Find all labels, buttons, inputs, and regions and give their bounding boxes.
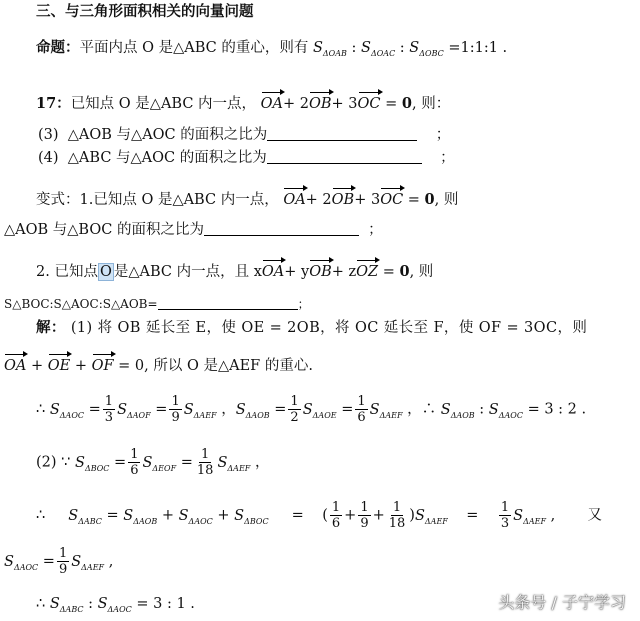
area-equations-3: ∴ $S_{\Delta ABC} = S_{\Delta AOB} + S_{\Delta AOC} + S_{\Delta BOC}$ = ( $\frac{1}{6}$ + $\frac{1}{9}$ + $\frac{1}{18}$ )$S_{\Delta AEF}$ = $\frac{1}{3}$ $S_{\Delta AEF}$ , 又 xyxy=(36,500,603,531)
eq-term: + 2 xyxy=(283,96,309,112)
vector-oe: OE xyxy=(48,352,70,376)
variant-text: 是△ABC 内一点，且 x xyxy=(113,264,262,280)
vector-oa: OA xyxy=(4,352,26,376)
proposition: 命题：平面内点 O 是△ABC 的重心，则有 $S_{\Delta OAB}$ : $S_{\Delta OAC}$ : $S_{\Delta OBC}$ =1:1:1 . xyxy=(36,39,508,58)
solution-label: 解： xyxy=(36,319,66,336)
solution-line-2: OA + OE + OF = 0, 所以 O 是△AEF 的重心. xyxy=(4,352,313,376)
vector-oa: OA xyxy=(262,258,284,282)
eq-term: + 3 xyxy=(331,96,358,112)
ratio-text: S△BOC:S△AOC:S△AOB= xyxy=(4,297,158,311)
question-end: ； xyxy=(435,127,451,143)
ratio-result: = 3 : 1 . xyxy=(136,596,195,612)
problem-stem: 已知点 O 是△ABC 内一点， xyxy=(70,96,257,112)
eq-term: + z xyxy=(331,264,357,280)
area-equations-5: ∴ $S_{\Delta ABC}$ : $S_{\Delta AOC} = 3$ : 1 . xyxy=(36,596,195,614)
therefore-symbol: ∴ xyxy=(421,401,437,418)
question-end: ； xyxy=(368,222,383,238)
variant-text: 2. 已知点 xyxy=(36,264,98,280)
variant-text: 变式：1.已知点 O 是△ABC 内一点， xyxy=(36,192,279,208)
section-title: 三、与三角形面积相关的向量问题 xyxy=(36,3,254,20)
therefore-symbol: ∴ xyxy=(36,401,46,418)
question-3 xyxy=(38,125,450,145)
vector-oz: OZ xyxy=(356,258,378,282)
eq-sign: = xyxy=(378,264,400,280)
proposition-label: 命题： xyxy=(36,39,80,56)
question-text: △AOB 与△AOC 的面积之比为 xyxy=(67,127,268,143)
ratio-result: = 3 : 2 . xyxy=(527,401,587,418)
proposition-ratio: =1:1:1 . xyxy=(448,40,508,56)
question-end: ； xyxy=(297,297,310,311)
part-label: (2) xyxy=(36,454,57,471)
area-equations-1: ∴ $S_{\Delta AOC}$ = $\frac{1}{3}$ $S_{\Delta AOF}$ = $\frac{1}{9}$ $S_{\Delta AEF}$ ，$S_{\Delta AOB}$ = $\frac{1}{2}$ $S_{\Delta AOE}$ = $\frac{1}{6}$ $S_{\Delta AEF}$ ，∴ $S_{\Delta AOB}$ : $S_{\Delta AOC} = 3$ : 2 . xyxy=(36,394,587,425)
vector-of: OF xyxy=(92,352,114,376)
answer-blank[interactable] xyxy=(267,126,417,141)
vector-ob: OB xyxy=(309,90,332,114)
eq-tail: , 则： xyxy=(411,96,451,112)
solution-line-1 xyxy=(36,318,587,338)
variant-1-stem xyxy=(36,186,458,210)
vector-oc: OC xyxy=(358,90,381,114)
answer-blank[interactable] xyxy=(204,221,359,236)
eq-term: + y xyxy=(284,264,310,280)
area-obc: $S_{\Delta OBC}$ xyxy=(409,40,444,58)
question-4 xyxy=(38,148,455,168)
area-equations-4: $S_{\Delta AOC}$ = $\frac{1}{9}$ $S_{\Delta AEF}$ , xyxy=(4,546,114,577)
watermark: 头条号 / 子宁学习 xyxy=(498,593,626,612)
vector-oc: OC xyxy=(380,186,403,210)
also-text: 又 xyxy=(587,507,603,524)
therefore-symbol: ∴ xyxy=(36,596,46,612)
highlighted-point-o: O xyxy=(99,264,112,280)
question-end: ； xyxy=(440,150,455,166)
solution-text: = 0, 所以 O 是△AEF 的重心. xyxy=(118,358,313,374)
vector-oa: OA xyxy=(261,90,283,114)
proposition-text: 平面内点 O 是△ABC 的重心，则有 xyxy=(79,40,313,56)
answer-blank[interactable] xyxy=(158,295,298,310)
zero-vector: 0 xyxy=(401,95,412,112)
solution-text: (1) 将 OB 延长至 E，使 OE = 2OB，将 OC 延长至 F，使 OF = 3OC，则 xyxy=(70,320,588,336)
problem-17-stem xyxy=(36,90,450,114)
question-label: (3) xyxy=(38,127,59,143)
eq-term: + 3 xyxy=(354,192,381,208)
vector-oa: OA xyxy=(283,186,305,210)
zero-vector: 0 xyxy=(424,191,435,208)
vector-ob: OB xyxy=(309,258,332,282)
eq-tail: , 则 xyxy=(409,264,434,280)
variant-1-question xyxy=(4,220,383,240)
variant-2-stem xyxy=(36,258,433,282)
variant-2-question xyxy=(4,294,310,314)
eq-tail: , 则 xyxy=(434,192,459,208)
because-symbol: ∵ xyxy=(61,454,71,471)
eq-term: + 2 xyxy=(305,192,332,208)
question-text: △ABC 与△AOC 的面积之比为 xyxy=(67,150,267,166)
question-label: (4) xyxy=(38,150,59,166)
eq-sign: = xyxy=(385,96,402,112)
area-equations-2: (2) ∵ $S_{\Delta BOC}$ = $\frac{1}{6}$ $S_{\Delta EOF}$ = $\frac{1}{18}$ $S_{\Delta AEF}$ ， xyxy=(36,447,270,478)
vector-ob: OB xyxy=(332,186,355,210)
zero-vector: 0 xyxy=(399,263,410,280)
area-oab: $S_{\Delta OAB}$ xyxy=(312,40,347,58)
therefore-symbol: ∴ xyxy=(36,507,46,524)
problem-number: 17： xyxy=(36,95,71,112)
question-text: △AOB 与△BOC 的面积之比为 xyxy=(4,222,204,238)
area-oac: $S_{\Delta OAC}$ xyxy=(361,40,396,58)
eq-sign: = xyxy=(407,192,425,208)
answer-blank[interactable] xyxy=(267,149,422,164)
